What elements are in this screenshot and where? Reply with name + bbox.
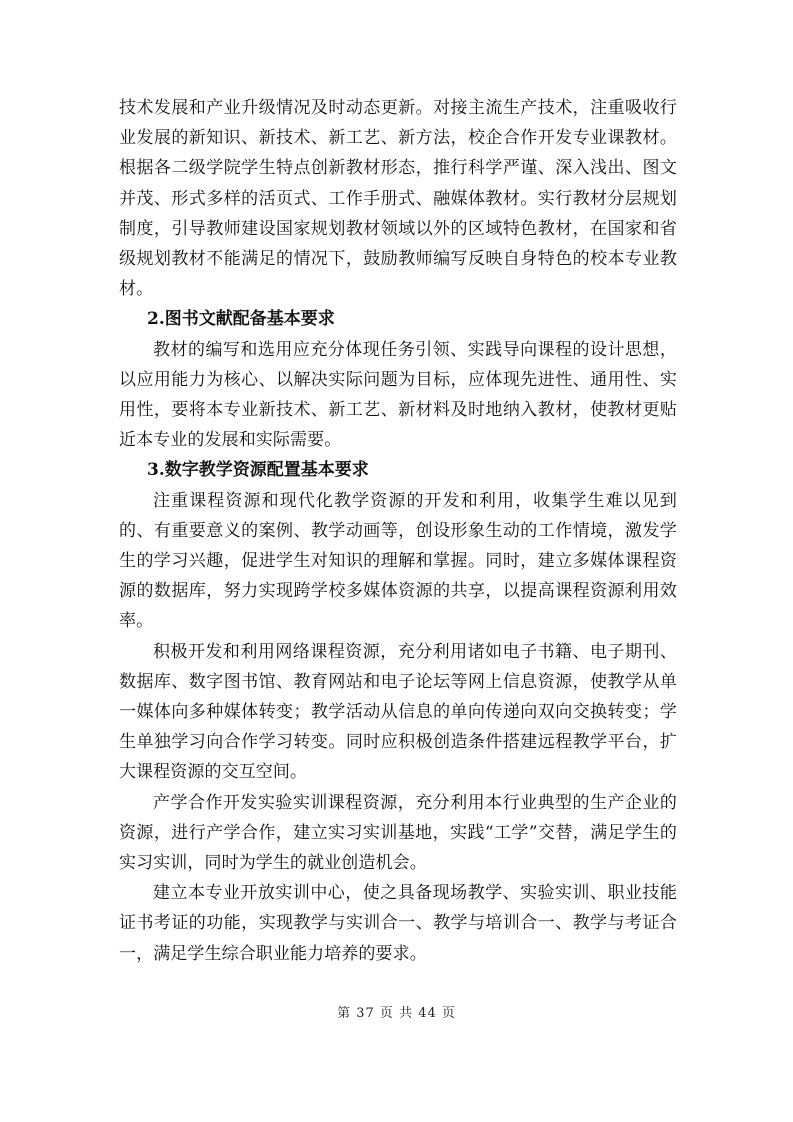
section-heading-digital-resources: 3.数字教学资源配置基本要求 — [147, 460, 369, 481]
paragraph-training-center: 建立本专业开放实训中心，使之具备现场教学、实验实训、职业技能证书考证的功能，实现教学与实训合一、教学与培训合一、教学与考证合一，满足学生综合职业能力培养的要求。 — [119, 883, 677, 964]
section-heading-library-resources: 2.图书文献配备基本要求 — [147, 309, 335, 330]
page-number-footer: 第 37 页 共 44 页 — [337, 1006, 456, 1021]
paragraph-course-resources: 注重课程资源和现代化教学资源的开发和利用，收集学生难以见到的、有重要意义的案例、教学动画等，创设形象生动的工作情境，激发学生的学习兴趣，促进学生对知识的理解和掌握。同时，建立多媒体课程资源的数据库，努力实现跨学校多媒体资源的共享，以提高课程资源利用效率。 — [119, 490, 677, 632]
paragraph-network-resources: 积极开发和利用网络课程资源，充分利用诸如电子书籍、电子期刊、数据库、数字图书馆、教育网站和电子论坛等网上信息资源，使教学从单一媒体向多种媒体转变；教学活动从信息的单向传递向双向交换转变；学生单独学习向合作学习转变。同时应积极创造条件搭建远程教学平台，扩大课程资源的交互空间。 — [119, 641, 677, 783]
paragraph-textbook-selection: 教材的编写和选用应充分体现任务引领、实践导向课程的设计思想，以应用能力为核心、以解决实际问题为目标，应体现先进性、通用性、实用性，要将本专业新技术、新工艺、新材料及时地纳入教材，使教材更贴近本专业的发展和实际需要。 — [119, 339, 677, 451]
document-body — [119, 93, 677, 969]
paragraph-textbook-development: 技术发展和产业升级情况及时动态更新。对接主流生产技术，注重吸收行业发展的新知识、新技术、新工艺、新方法，校企合作开发专业课教材。根据各二级学院学生特点创新教材形态，推行科学严谨、深入浅出、图文并茂、形式多样的活页式、工作手册式、融媒体教材。实行教材分层规划制度，引导教师建设国家规划教材领域以外的区域特色教材，在国家和省级规划教材不能满足的情况下，鼓励教师编写反映自身特色的校本专业教材。 — [119, 98, 677, 300]
paragraph-industry-cooperation: 产学合作开发实验实训课程资源，充分利用本行业典型的生产企业的资源，进行产学合作，建立实习实训基地，实践“工学”交替，满足学生的实习实训，同时为学生的就业创造机会。 — [119, 792, 677, 874]
